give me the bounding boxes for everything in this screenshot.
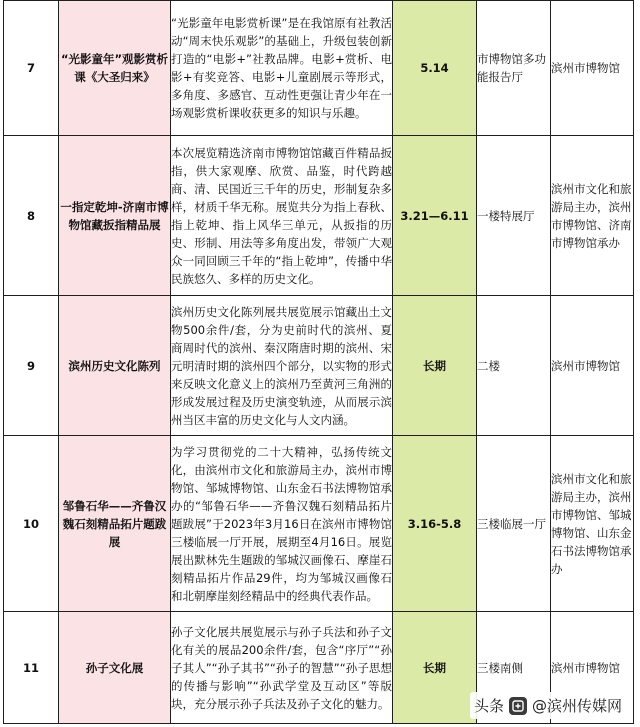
- row-number: 8: [4, 136, 59, 296]
- event-name: 孙子文化展: [59, 612, 171, 724]
- event-organizer: 滨州市博物馆: [551, 1, 634, 136]
- event-date: 3.21—6.11: [393, 136, 477, 296]
- event-date: 5.14: [393, 1, 477, 136]
- row-number: 7: [4, 1, 59, 136]
- event-venue: 二楼: [477, 296, 551, 436]
- event-description: 本次展览精选济南市博物馆馆藏百件精品扳指，供大家观摩、欣赏、品鉴，时代跨越商、清、民国近三千年的历史，形制复杂多样，材质千华无称。展览共分为指上春秋、指上乾坤、指上风华三单元，从扳指的历史、形制、用法等多角度出发，带领广大观众一同回顾三千年的“指上乾坤”，传播中华民族悠久、多样的历史文化。: [171, 136, 393, 296]
- event-venue: 三楼南侧: [477, 612, 551, 724]
- event-description: “光影童年电影赏析课”是在我馆原有社教活动“周末快乐观影”的基础上，升级包装创新打造的“电影+”社教品牌。电影+赏析、电影+有奖竞答、电影+儿童剧展示等形式，多角度、多感官、互动性更强让青少年在一场观影赏析课收获更多的知识与乐趣。: [171, 1, 393, 136]
- table-row: [4, 1, 634, 136]
- event-date: 长期: [393, 612, 477, 724]
- event-date: 3.16-5.8: [393, 436, 477, 612]
- event-organizer: 滨州市博物馆: [551, 296, 634, 436]
- event-venue: 市博物馆多功能报告厅: [477, 1, 551, 136]
- event-name: 一指定乾坤-济南市博物馆藏扳指精品展: [59, 136, 171, 296]
- table-row: [4, 436, 634, 612]
- event-organizer: 滨州市博物馆: [551, 612, 634, 724]
- row-number: 10: [4, 436, 59, 612]
- event-date: 长期: [393, 296, 477, 436]
- row-number: 9: [4, 296, 59, 436]
- watermark-prefix: 头条: [473, 697, 504, 715]
- event-description: 为学习贯彻党的二十大精神，弘扬传统文化，由滨州市文化和旅游局主办，滨州市博物馆、邹城博物馆、山东金石书法博物馆承办的“邹鲁石华——齐鲁汉魏石刻精品拓片题跋展”于2023年3月16日在滨州市博物馆三楼临展一厅开展，展期至4月16日。展览展出默林先生题跋的邹城汉画像石、摩崖石刻精品拓片作品29件，均为邹城汉画像石和北朝摩崖刻经精品中的经典代表作品。: [171, 436, 393, 612]
- event-organizer: 滨州市文化和旅游局主办，滨州市博物馆、邹城博物馆、山东金石书法博物馆承办: [551, 436, 634, 612]
- event-name: “光影童年”观影赏析课《大圣归来》: [59, 1, 171, 136]
- app-logo-icon: [509, 697, 527, 715]
- watermark-account: @滨州传媒网: [531, 697, 622, 715]
- event-description: 孙子文化展共展览展示与孙子兵法和孙子文化有关的展品200余件/套，包含“序厅”“孙子其人”“孙子其书”“孙子的智慧”“孙子思想的传播与影响”“孙武学堂及互动区”等版块，充分展示孙子兵法及孙子文化的魅力。: [171, 612, 393, 724]
- table-row: [4, 136, 634, 296]
- event-name: 滨州历史文化陈列: [59, 296, 171, 436]
- event-venue: 一楼特展厅: [477, 136, 551, 296]
- source-watermark: [470, 692, 628, 719]
- event-name: 邹鲁石华——齐鲁汉魏石刻精品拓片题跋展: [59, 436, 171, 612]
- exhibition-schedule-table: [3, 0, 634, 724]
- table-row: [4, 296, 634, 436]
- event-organizer: 滨州市文化和旅游局主办，滨州市博物馆、济南市博物馆承办: [551, 136, 634, 296]
- event-venue: 三楼临展一厅: [477, 436, 551, 612]
- event-description: 滨州历史文化陈列展共展览展示馆藏出土文物500余件/套，分为史前时代的滨州、夏商周时代的滨州、秦汉隋唐时期的滨州、宋元明清时期的滨州四个部分，以实物的形式来反映文化意义上的滨州乃至黄河三角洲的形成发展过程及历史演变轨迹，从而展示滨州当区丰富的历史文化与人文内涵。: [171, 296, 393, 436]
- row-number: 11: [4, 612, 59, 724]
